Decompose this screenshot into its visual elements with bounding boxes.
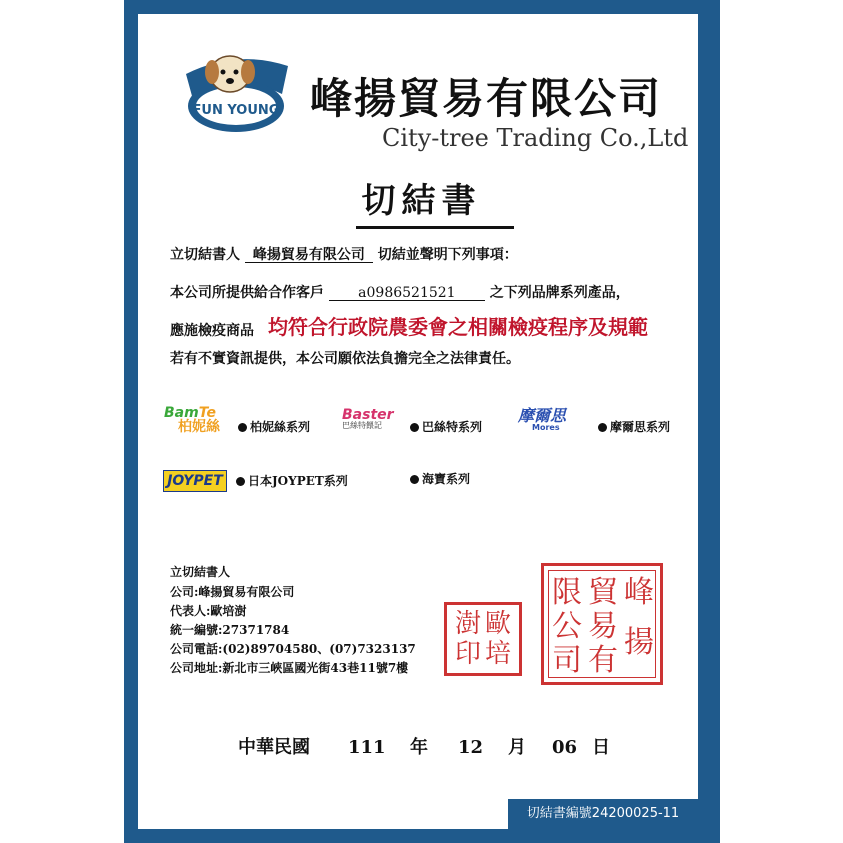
- customer-label: 本公司所提供給合作客戶: [170, 285, 324, 301]
- signer-address: 公司地址:新北市三峽區國光街43巷11號7樓: [170, 661, 409, 675]
- declarant-name: 峰揚貿易有限公司: [245, 248, 373, 263]
- title-underline: [356, 226, 514, 229]
- bullet-dot: [598, 423, 607, 432]
- fun-young-logo: [178, 44, 294, 136]
- statement-line-2: [170, 286, 630, 301]
- date-year-unit: 年: [410, 737, 428, 758]
- brand-item-bamte: 柏妮絲系列: [238, 421, 310, 433]
- declarant-label: 立切結書人: [170, 247, 240, 263]
- compliance-emphasis: 均符合行政院農委會之相關檢疫程序及規範: [268, 315, 648, 339]
- date-era: 中華民國: [238, 737, 310, 758]
- mores-logo: 摩爾思 Mores: [518, 406, 567, 432]
- serial-number-badge: 切結書編號24200025-11: [508, 799, 698, 829]
- document-title: 切結書: [361, 181, 482, 221]
- date-year: 111: [348, 737, 386, 758]
- date-day: 06: [552, 737, 578, 758]
- bullet-dot: [410, 475, 419, 484]
- brand-item-mores: 摩爾思系列: [598, 421, 670, 433]
- logo-text: FUN YOUNG: [192, 103, 280, 118]
- company-name-zh: 峰揚貿易有限公司: [310, 74, 663, 123]
- signer-tax-id: 統一編號:27371784: [170, 623, 290, 637]
- signer-heading: 立切結書人: [170, 565, 231, 579]
- brand-item-joypet: 日本JOYPET系列: [236, 475, 348, 487]
- brand-item-baster: 巴絲特系列: [410, 421, 482, 433]
- statement-line-4: 若有不實資訊提供，本公司願依法負擔完全之法律責任。: [170, 351, 520, 367]
- signer-phone: 公司電話:(02)89704580、(07)7323137: [170, 642, 416, 656]
- joypet-logo: JOYPET: [163, 470, 227, 492]
- signer-company: 公司:峰揚貿易有限公司: [170, 585, 295, 599]
- bamte-logo: BamTe 柏妮絲: [164, 405, 220, 435]
- declarant-suffix: 切結並聲明下列事項：: [377, 247, 518, 263]
- company-seal: 峰 揚 貿 易 有 限 公 司: [541, 563, 663, 685]
- brand-item-haibao: 海寶系列: [410, 473, 470, 485]
- date-day-unit: 日: [592, 737, 610, 758]
- representative-seal: 歐 培 澍 印: [444, 602, 522, 676]
- statement-line-3-prefix: 應施檢疫商品: [170, 323, 254, 339]
- signer-representative: 代表人:歐培澍: [170, 604, 247, 618]
- bullet-dot: [410, 423, 419, 432]
- customer-suffix: 之下列品牌系列產品，: [489, 285, 630, 301]
- bullet-dot: [238, 423, 247, 432]
- date-month-unit: 月: [508, 737, 526, 758]
- company-name-en: City-tree Trading Co.,Ltd: [382, 124, 689, 152]
- baster-logo: Baster 巴絲特餵記: [342, 407, 394, 430]
- bullet-dot: [236, 477, 245, 486]
- statement-line-1: [170, 248, 518, 263]
- customer-id: a0986521521: [329, 286, 485, 301]
- date-month: 12: [458, 737, 484, 758]
